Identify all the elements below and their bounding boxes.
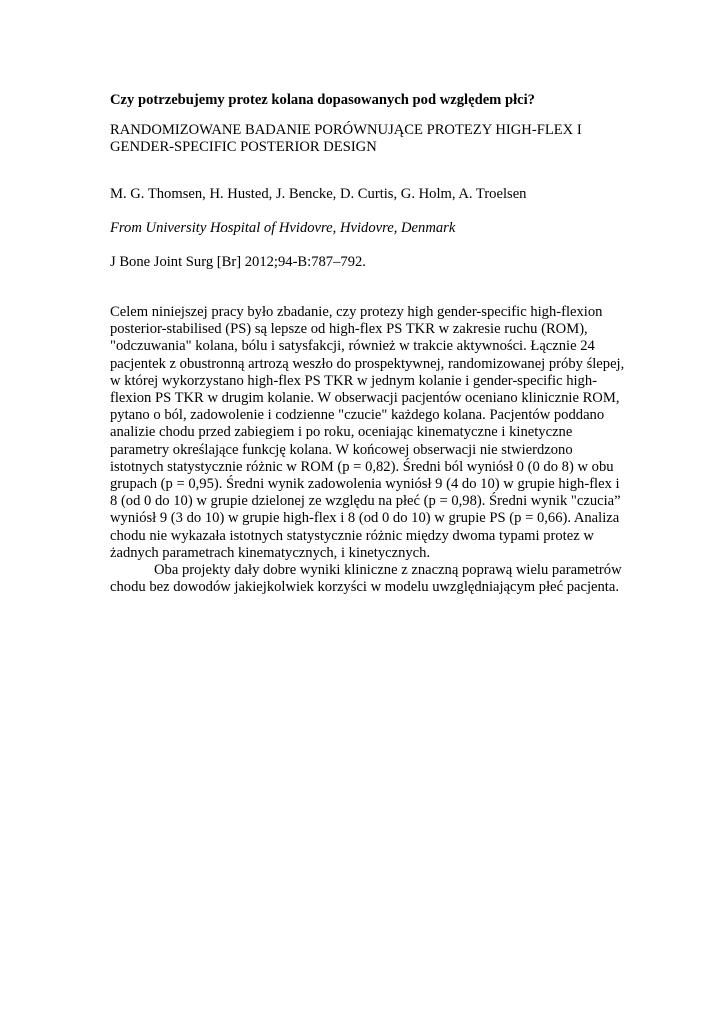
abstract-paragraph: Oba projekty dały dobre wyniki kliniczne z znaczną poprawą wielu parametrów chodu bez dowodów jakiejkolwiek korzyści w modelu uwzględniającym płeć pacjenta.: [110, 562, 622, 596]
abstract-body: [110, 304, 625, 596]
author-affiliation: From University Hospital of Hvidovre, Hvidovre, Denmark: [110, 220, 456, 236]
journal-citation: J Bone Joint Surg [Br] 2012;94-B:787–792.: [110, 254, 366, 270]
abstract-paragraph: Celem niniejszej pracy było zbadanie, czy protezy high gender-specific high-flexion posterior-stabilised (PS) są lepsze od high-flex PS TKR w zakresie ruchu (ROM), "odczuwania" kolana, bólu i satysfakcji, również w trakcie aktywności. Łącznie 24 pacjentek z obustronną artrozą weszło do prospektywnej, randomizowanej próby ślepej, w której wykorzystano high-flex PS TKR w jednym kolanie i gender-specific high-flexion PS TKR w drugim kolanie. W obserwacji pacjentów oceniano klinicznie ROM, pytano o ból, zadowolenie i codzienne "czucie" każdego kolana. Pacjentów poddano analizie chodu przed zabiegiem i po roku, oceniając kinematyczne i kinetyczne parametry określające funkcję kolana. W końcowej obserwacji nie stwierdzono istotnych statystycznie różnic w ROM (p = 0,82). Średni ból wyniósł 0 (0 do 8) w obu grupach (p = 0,95). Średni wynik zadowolenia wyniósł 9 (4 do 10) w grupie high-flex i 8 (od 0 do 10) w grupie dzielonej ze względu na płeć (p = 0,98). Średni wynik "czucia” wyniósł 9 (3 do 10) w grupie high-flex i 8 (od 0 do 10) w grupie PS (p = 0,66). Analiza chodu nie wykazała istotnych statystycznie różnic między dwoma typami protez w żadnych parametrach kinematycznych, i kinetycznych.: [110, 304, 625, 561]
document-subtitle: RANDOMIZOWANE BADANIE PORÓWNUJĄCE PROTEZY HIGH-FLEX I GENDER-SPECIFIC POSTERIOR DESIGN: [110, 122, 582, 156]
document-title: Czy potrzebujemy protez kolana dopasowanych pod względem płci?: [110, 92, 535, 108]
author-list: M. G. Thomsen, H. Husted, J. Bencke, D. Curtis, G. Holm, A. Troelsen: [110, 186, 527, 202]
